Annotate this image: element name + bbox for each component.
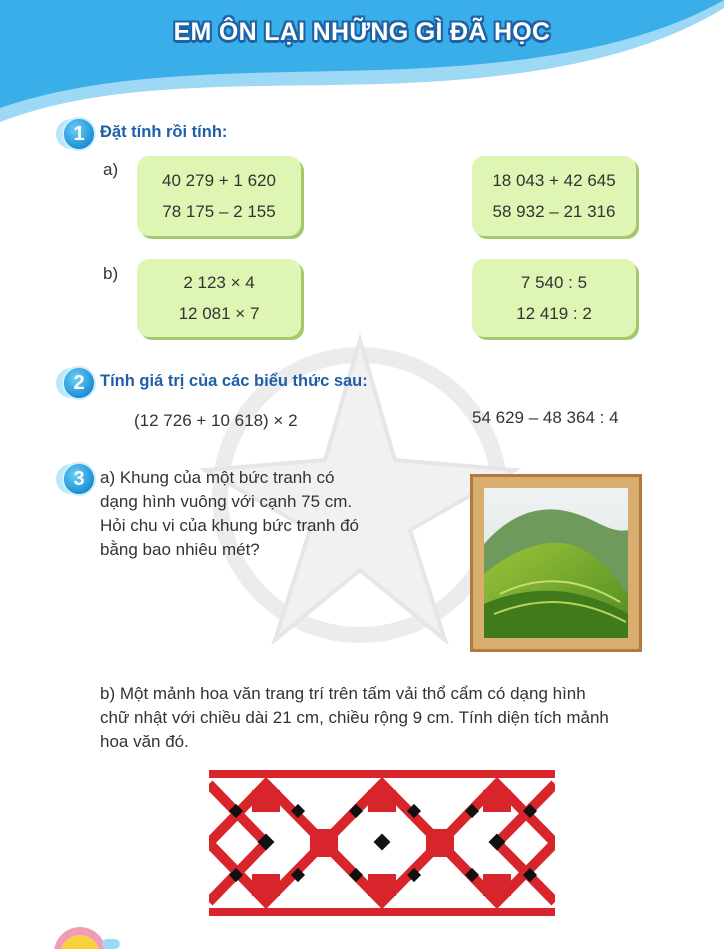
text-line: b) Một mảnh hoa văn trang trí trên tấm vải thổ cẩm có dạng hình: [100, 684, 586, 703]
calc-line: 58 932 – 21 316: [492, 202, 616, 221]
task-number-badge-2: 2: [62, 366, 96, 400]
header-banner: [0, 0, 724, 130]
calc-line: 12 081 × 7: [178, 304, 260, 323]
text-line: hoa văn đó.: [100, 732, 189, 751]
calc-card-a-right: [472, 156, 636, 236]
part-b-label: b): [103, 264, 119, 283]
calc-line: 7 540 : 5: [520, 273, 588, 292]
task-title-1: Đặt tính rồi tính:: [100, 123, 228, 141]
calc-line: 12 419 : 2: [516, 304, 592, 323]
framed-landscape-picture: [470, 474, 642, 652]
calc-line: 18 043 + 42 645: [492, 171, 616, 190]
text-line: dạng hình vuông với cạnh 75 cm.: [100, 492, 353, 511]
part-a-label: a): [103, 160, 119, 179]
text-line: a) Khung của một bức tranh có: [100, 468, 335, 487]
task-number-badge-3: 3: [62, 462, 96, 496]
brocade-pattern-image: [209, 770, 555, 916]
expression-left: (12 726 + 10 618) × 2: [134, 411, 298, 430]
calc-line: 2 123 × 4: [183, 273, 255, 292]
task-number-badge-1: 1: [62, 117, 96, 151]
calc-card-a-left: [137, 156, 301, 236]
expression-right: 54 629 – 48 364 : 4: [472, 408, 619, 427]
task3-part-a-text: [100, 466, 440, 562]
task3-part-b-text: [100, 682, 700, 754]
calc-line: 40 279 + 1 620: [162, 171, 276, 190]
page-number-badge: [40, 925, 120, 949]
calc-line: 78 175 – 2 155: [162, 202, 276, 221]
task-title-2: Tính giá trị của các biểu thức sau:: [100, 372, 368, 390]
text-line: chữ nhật với chiều dài 21 cm, chiều rộng 9 cm. Tính diện tích mảnh: [100, 708, 609, 727]
page-title: EM ÔN LẠI NHỮNG GÌ ĐÃ HỌC: [173, 18, 551, 46]
text-line: Hỏi chu vi của khung bức tranh đó: [100, 516, 359, 535]
calc-card-b-right: [472, 259, 636, 337]
calc-card-b-left: [137, 259, 301, 337]
text-line: bằng bao nhiêu mét?: [100, 540, 260, 559]
